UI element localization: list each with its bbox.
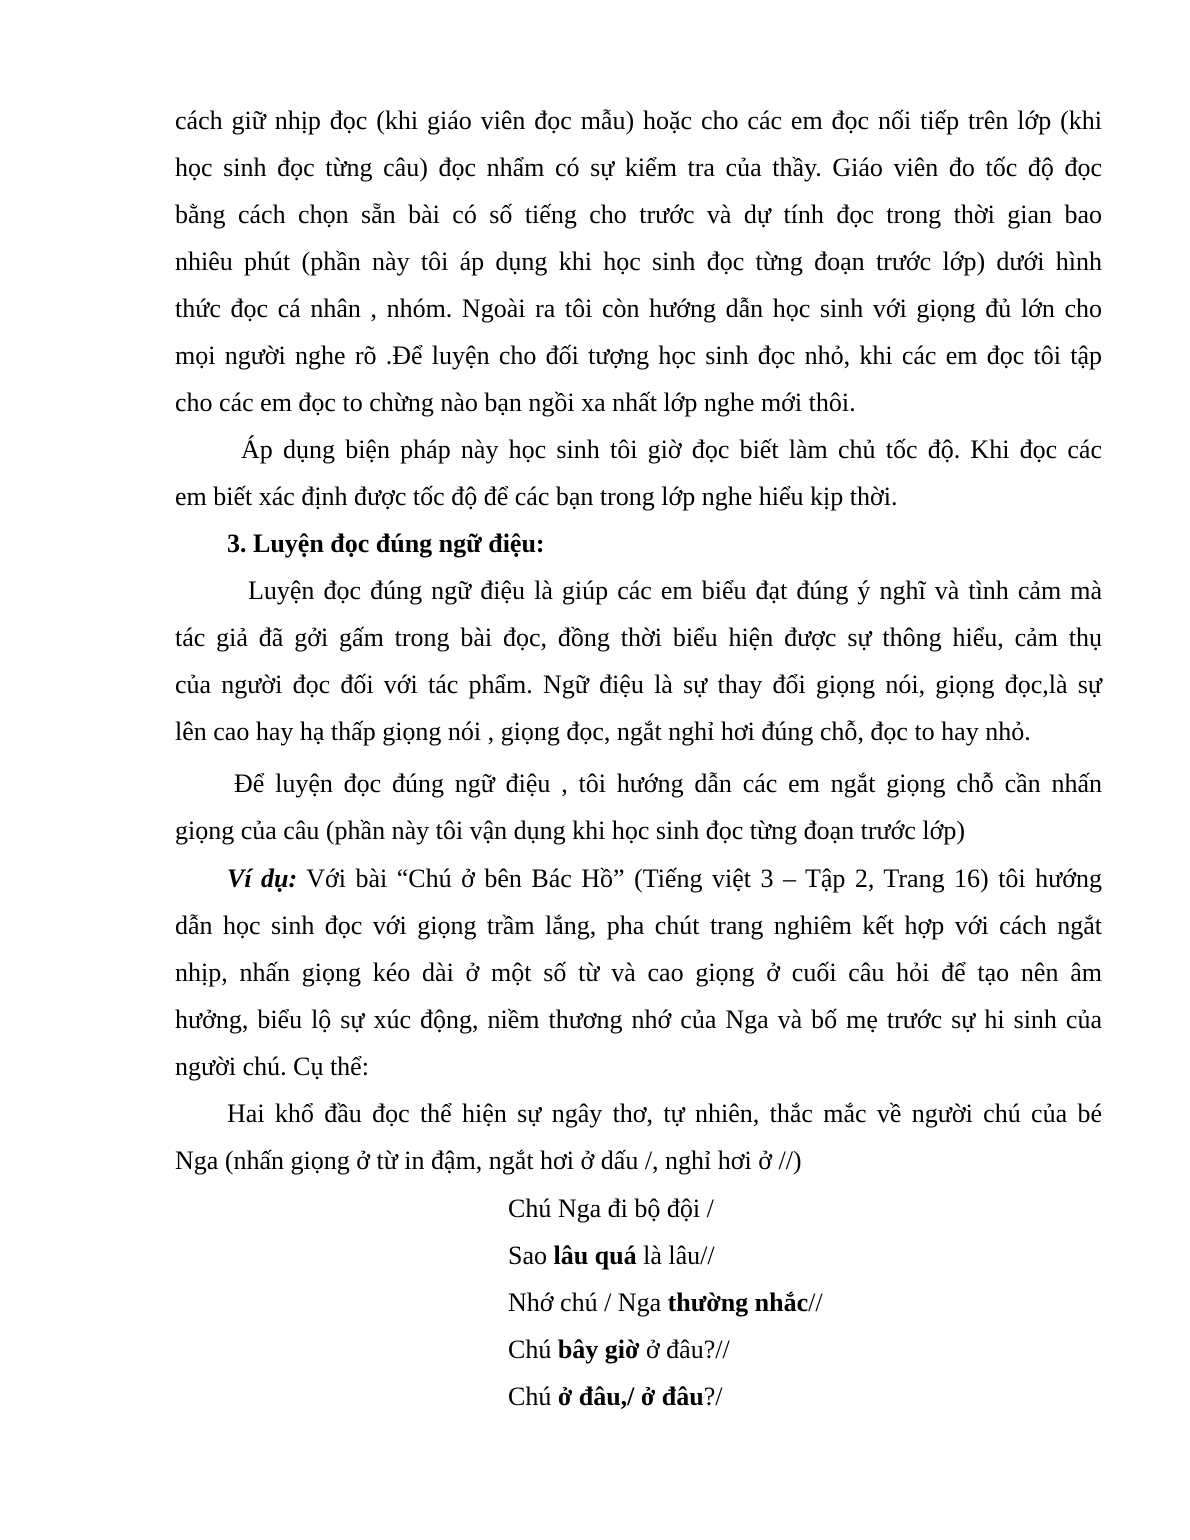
body-line: nhịp, nhấn giọng kéo dài ở một số từ và cao giọng ở cuối câu hỏi để tạo nên âm [175,958,1102,987]
poem-line [508,1382,722,1412]
body-line: Nga (nhấn giọng ở từ in đậm, ngắt hơi ở dấu /, nghỉ hơi ở //) [175,1146,802,1175]
poem-emphasis: thường nhắc [667,1288,809,1317]
body-line: cách giữ nhịp đọc (khi giáo viên đọc mẫu) hoặc cho các em đọc nối tiếp trên lớp (khi [175,106,1102,135]
poem-text: Sao [508,1241,554,1270]
body-line: dẫn học sinh đọc với giọng trầm lắng, pha chút trang nghiêm kết hợp với cách ngắt [175,911,1102,940]
poem-line [508,1288,823,1318]
poem-line [508,1335,730,1365]
poem-text: Chú [508,1335,558,1364]
body-line: học sinh đọc từng câu) đọc nhẩm có sự kiểm tra của thầy. Giáo viên đo tốc độ đọc [175,153,1102,182]
poem-text: ở đâu?// [639,1335,730,1364]
poem-text: ?/ [703,1382,723,1411]
poem-emphasis: lâu quá [553,1241,637,1270]
example-text: Với bài “Chú ở bên Bác Hồ” (Tiếng việt 3 – Tập 2, Trang 16) tôi hướng [297,864,1102,893]
body-line: tác giả đã gởi gấm trong bài đọc, đồng thời biểu hiện được sự thông hiểu, cảm thụ [175,623,1102,652]
poem-text: // [808,1288,823,1317]
body-line: của người đọc đối với tác phẩm. Ngữ điệu là sự thay đổi giọng nói, giọng đọc,là sự [175,670,1102,699]
poem-line [508,1241,715,1271]
body-line: cho các em đọc to chừng nào bạn ngồi xa nhất lớp nghe mới thôi. [175,388,856,417]
poem-text: Nhớ chú / Nga [508,1288,668,1317]
poem-line [508,1194,714,1224]
body-line: bằng cách chọn sẵn bài có số tiếng cho trước và dự tính đọc trong thời gian bao [175,200,1102,229]
body-line: giọng của câu (phần này tôi vận dụng khi học sinh đọc từng đoạn trước lớp) [175,816,966,845]
poem-text: Chú Nga đi bộ đội / [508,1194,714,1223]
poem-emphasis: bây giờ [557,1335,640,1364]
example-label: Ví dụ: [227,864,298,893]
body-line: mọi người nghe rõ .Để luyện cho đối tượng học sinh đọc nhỏ, khi các em đọc tôi tập [175,341,1102,370]
body-line: Luyện đọc đúng ngữ điệu là giúp các em biểu đạt đúng ý nghĩ và tình cảm mà [248,576,1102,605]
section-heading: 3. Luyện đọc đúng ngữ điệu: [227,529,545,558]
body-line: nhiêu phút (phần này tôi áp dụng khi học sinh đọc từng đoạn trước lớp) dưới hình [175,247,1102,276]
body-line: Áp dụng biện pháp này học sinh tôi giờ đọc biết làm chủ tốc độ. Khi đọc các [241,435,1102,464]
body-line: thức đọc cá nhân , nhóm. Ngoài ra tôi còn hướng dẫn học sinh với giọng đủ lớn cho [175,294,1102,323]
body-line: Để luyện đọc đúng ngữ điệu , tôi hướng dẫn các em ngắt giọng chỗ cần nhấn [234,769,1102,798]
body-line: hưởng, biểu lộ sự xúc động, niềm thương nhớ của Nga và bố mẹ trước sự hi sinh của [175,1005,1102,1034]
poem-text: Chú [508,1382,558,1411]
example-line [227,864,1102,894]
body-line: người chú. Cụ thể: [175,1052,369,1081]
body-line: lên cao hay hạ thấp giọng nói , giọng đọc, ngắt nghỉ hơi đúng chỗ, đọc to hay nhỏ. [175,717,1031,746]
poem-text: là lâu// [636,1241,715,1270]
body-line: Hai khổ đầu đọc thể hiện sự ngây thơ, tự nhiên, thắc mắc về người chú của bé [227,1099,1102,1128]
body-line: em biết xác định được tốc độ để các bạn trong lớp nghe hiểu kịp thời. [175,482,898,511]
poem-emphasis: ở đâu,/ ở đâu [557,1382,704,1411]
